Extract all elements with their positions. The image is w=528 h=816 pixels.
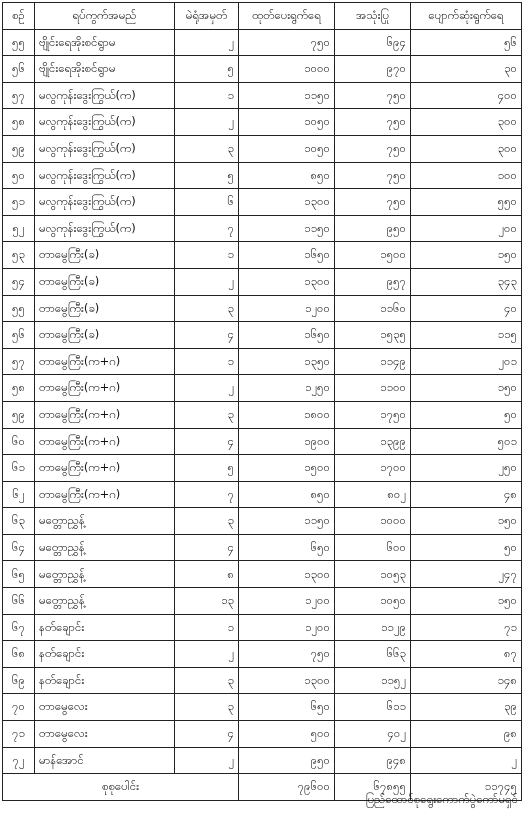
cell-lost: ၂	[411, 747, 522, 774]
cell-booth: ၅	[175, 162, 239, 189]
cell-used: ၉၄၈	[335, 747, 411, 774]
cell-ward: တာမွေကြီး(ခ)	[35, 242, 175, 269]
cell-issued: ၇၅၀	[239, 29, 335, 56]
cell-ward: တာမွေကြီး(က+ဂ)	[35, 375, 175, 402]
cell-used: ၁၁၅၂	[335, 667, 411, 694]
cell-lost: ၂၅၀	[411, 455, 522, 482]
total-lost: ၁၁၇၄၅	[411, 774, 522, 801]
table-row	[3, 215, 522, 242]
footer-source: ပြည်ထောင်စုရွေးကောက်ပွဲကော်မရှင်	[365, 792, 518, 806]
cell-serial: ၅၉	[3, 135, 35, 162]
cell-lost: ၁၅၀	[411, 242, 522, 269]
cell-ward: တာမွေကြီး(က+ဂ)	[35, 401, 175, 428]
cell-used: ၁၇၀၀	[335, 455, 411, 482]
cell-issued: ၁၀၀၀	[239, 56, 335, 83]
cell-issued: ၁၃၅၀	[239, 348, 335, 375]
cell-booth: ၄	[175, 322, 239, 349]
cell-serial: ၅၄	[3, 268, 35, 295]
table-row	[3, 322, 522, 349]
cell-used: ၁၅၀၀	[335, 242, 411, 269]
cell-serial: ၅၁	[3, 189, 35, 216]
cell-booth: ၃	[175, 401, 239, 428]
table-row	[3, 747, 522, 774]
cell-lost: ၄၀	[411, 295, 522, 322]
cell-serial: ၅၅	[3, 29, 35, 56]
cell-used: ၁၁၄၉	[335, 348, 411, 375]
cell-lost: ၁၅၀	[411, 375, 522, 402]
cell-lost: ၄၈	[411, 481, 522, 508]
cell-ward: တာမွေကြီး(ခ)	[35, 268, 175, 295]
cell-used: ၁၃၉၉	[335, 428, 411, 455]
cell-booth: ၁၃	[175, 588, 239, 615]
cell-serial: ၆၄	[3, 534, 35, 561]
cell-used: ၄၀၂	[335, 721, 411, 748]
cell-issued: ၁၆၅၀	[239, 322, 335, 349]
table-row	[3, 29, 522, 56]
cell-booth: ၃	[175, 295, 239, 322]
cell-serial: ၇၀	[3, 694, 35, 721]
total-issued: ၇၉၆၀၀	[239, 774, 335, 801]
col-header-ward: ရပ်ကွက်အမည်	[35, 3, 175, 30]
cell-ward: မာန်အောင်	[35, 747, 175, 774]
cell-serial: ၆၃	[3, 508, 35, 535]
table-row	[3, 667, 522, 694]
table-row	[3, 56, 522, 83]
table-row	[3, 428, 522, 455]
cell-serial: ၅၈	[3, 109, 35, 136]
cell-ward: မတ္တောညွှန့်	[35, 588, 175, 615]
cell-issued: ၁၆၅၀	[239, 242, 335, 269]
table-row	[3, 534, 522, 561]
cell-serial: ၅၈	[3, 375, 35, 402]
cell-issued: ၁၁၅၀	[239, 508, 335, 535]
cell-used: ၇၅၀	[335, 109, 411, 136]
cell-booth: ၂	[175, 268, 239, 295]
cell-serial: ၇၂	[3, 747, 35, 774]
cell-serial: ၆၉	[3, 667, 35, 694]
total-label: စုစုပေါင်း	[3, 774, 239, 801]
col-header-used: အသုံးပြု	[335, 3, 411, 30]
col-header-booth: မဲရုံအမှတ်	[175, 3, 239, 30]
table-row	[3, 348, 522, 375]
cell-used: ၇၅၀	[335, 135, 411, 162]
cell-ward: မလွကုန်းဒွေးကြွယ်(က)	[35, 162, 175, 189]
col-header-issued: ထုတ်ပေးရွက်ရေ	[239, 3, 335, 30]
cell-serial: ၆၆	[3, 588, 35, 615]
table-row	[3, 189, 522, 216]
cell-ward: ဗျိုင်းရေအိုးစင်ရွာမ	[35, 56, 175, 83]
cell-used: ၆၉၄	[335, 29, 411, 56]
cell-ward: မတ္တောညွှန့်	[35, 508, 175, 535]
table-row	[3, 508, 522, 535]
cell-serial: ၆၀	[3, 428, 35, 455]
cell-lost: ၅၅၀	[411, 189, 522, 216]
cell-issued: ၆၅၀	[239, 534, 335, 561]
cell-serial: ၆၁	[3, 455, 35, 482]
cell-lost: ၂၀၁	[411, 348, 522, 375]
cell-serial: ၆၇	[3, 614, 35, 641]
cell-lost: ၁၅၀	[411, 588, 522, 615]
col-header-serial: စဉ်	[3, 3, 35, 30]
cell-lost: ၁၅၀	[411, 508, 522, 535]
cell-used: ၁၁၆၀	[335, 295, 411, 322]
cell-lost: ၈၇	[411, 641, 522, 668]
table-row	[3, 295, 522, 322]
cell-booth: ၁	[175, 348, 239, 375]
cell-ward: တာမွေကြီး(က+ဂ)	[35, 481, 175, 508]
table-row	[3, 375, 522, 402]
cell-ward: တာမွေလေး	[35, 694, 175, 721]
cell-serial: ၅၆	[3, 322, 35, 349]
cell-lost: ၃၀၀	[411, 109, 522, 136]
table-row	[3, 109, 522, 136]
cell-used: ၁၅၃၅	[335, 322, 411, 349]
cell-ward: တာမွေကြီး(က+ဂ)	[35, 348, 175, 375]
cell-booth: ၂	[175, 29, 239, 56]
table-row	[3, 721, 522, 748]
cell-serial: ၅၇	[3, 82, 35, 109]
cell-booth: ၃	[175, 667, 239, 694]
cell-issued: ၁၃၀၀	[239, 667, 335, 694]
cell-booth: ၅	[175, 455, 239, 482]
cell-lost: ၅၀	[411, 534, 522, 561]
cell-serial: ၆၅	[3, 561, 35, 588]
cell-serial: ၅၇	[3, 348, 35, 375]
cell-issued: ၁၃၀၀	[239, 561, 335, 588]
cell-booth: ၇	[175, 215, 239, 242]
table-row	[3, 614, 522, 641]
cell-booth: ၆	[175, 189, 239, 216]
cell-ward: မတ္တောညွှန့်	[35, 561, 175, 588]
cell-ward: မလွကုန်းဒွေးကြွယ်(က)	[35, 109, 175, 136]
cell-serial: ၅၀	[3, 162, 35, 189]
cell-lost: ၂၀၀	[411, 215, 522, 242]
cell-booth: ၂	[175, 109, 239, 136]
cell-ward: တာမွေကြီး(ခ)	[35, 322, 175, 349]
table-row	[3, 82, 522, 109]
cell-serial: ၆၂	[3, 481, 35, 508]
cell-lost: ၇၁	[411, 614, 522, 641]
col-header-lost: ပျောက်ဆုံးရွက်ရေ	[411, 3, 522, 30]
cell-ward: မလွကုန်းဒွေးကြွယ်(က)	[35, 135, 175, 162]
cell-issued: ၈၅၀	[239, 481, 335, 508]
table-row	[3, 561, 522, 588]
cell-issued: ၇၅၀	[239, 641, 335, 668]
cell-serial: ၅၉	[3, 401, 35, 428]
cell-lost: ၃၀	[411, 56, 522, 83]
cell-used: ၁၀၅၃	[335, 561, 411, 588]
header-row	[3, 3, 522, 30]
cell-used: ၉၅၀	[335, 215, 411, 242]
cell-booth: ၂	[175, 641, 239, 668]
cell-used: ၆၁၁	[335, 694, 411, 721]
cell-booth: ၂	[175, 747, 239, 774]
cell-used: ၇၅၀	[335, 189, 411, 216]
cell-serial: ၅၃	[3, 242, 35, 269]
cell-booth: ၁	[175, 82, 239, 109]
cell-ward: နတ်ချောင်း	[35, 641, 175, 668]
cell-booth: ၁	[175, 614, 239, 641]
cell-booth: ၄	[175, 534, 239, 561]
cell-used: ၁၀၅၀	[335, 588, 411, 615]
cell-booth: ၄	[175, 428, 239, 455]
cell-issued: ၁၂၀၀	[239, 588, 335, 615]
cell-booth: ၂	[175, 375, 239, 402]
table-row	[3, 694, 522, 721]
cell-issued: ၁၁၅၀	[239, 82, 335, 109]
cell-issued: ၆၅၀	[239, 694, 335, 721]
cell-ward: မလွကုန်းဒွေးကြွယ်(က)	[35, 82, 175, 109]
table-row	[3, 401, 522, 428]
cell-used: ၆၀၀	[335, 534, 411, 561]
cell-serial: ၅၅	[3, 295, 35, 322]
cell-lost: ၅၀	[411, 401, 522, 428]
cell-issued: ၁၁၅၀	[239, 215, 335, 242]
cell-issued: ၁၂၅၀	[239, 375, 335, 402]
cell-used: ၉၅၇	[335, 268, 411, 295]
cell-used: ၆၆၃	[335, 641, 411, 668]
cell-lost: ၁၀၀	[411, 162, 522, 189]
cell-issued: ၁၅၀၀	[239, 455, 335, 482]
cell-lost: ၁၄၈	[411, 667, 522, 694]
cell-ward: တာမွေကြီး(က+ဂ)	[35, 455, 175, 482]
table-row	[3, 481, 522, 508]
cell-ward: တာမွေကြီး(က+ဂ)	[35, 428, 175, 455]
cell-lost: ၅၀၁	[411, 428, 522, 455]
table-row	[3, 268, 522, 295]
cell-lost: ၄၀၀	[411, 82, 522, 109]
table-row	[3, 135, 522, 162]
cell-issued: ၅၀၀	[239, 721, 335, 748]
cell-serial: ၅၂	[3, 215, 35, 242]
cell-ward: နတ်ချောင်း	[35, 614, 175, 641]
table-row	[3, 162, 522, 189]
cell-used: ၁၁၀၀	[335, 375, 411, 402]
total-used: ၆၇၈၅၅	[335, 774, 411, 801]
cell-issued: ၁၃၀၀	[239, 268, 335, 295]
cell-lost: ၃၀၀	[411, 135, 522, 162]
table-row	[3, 455, 522, 482]
cell-used: ၈၀၂	[335, 481, 411, 508]
cell-ward: နတ်ချောင်း	[35, 667, 175, 694]
cell-used: ၇၅၀	[335, 162, 411, 189]
cell-used: ၁၁၂၉	[335, 614, 411, 641]
cell-issued: ၁၂၀၀	[239, 295, 335, 322]
cell-ward: တာမွေလေး	[35, 721, 175, 748]
cell-used: ၉၇၀	[335, 56, 411, 83]
cell-issued: ၁၂၀၀	[239, 614, 335, 641]
cell-lost: ၃၉	[411, 694, 522, 721]
cell-used: ၁၀၀၀	[335, 508, 411, 535]
cell-booth: ၃	[175, 694, 239, 721]
cell-booth: ၅	[175, 56, 239, 83]
cell-serial: ၅၆	[3, 56, 35, 83]
cell-booth: ၃	[175, 135, 239, 162]
cell-booth: ၁	[175, 242, 239, 269]
table-row	[3, 641, 522, 668]
cell-issued: ၁၀၅၀	[239, 135, 335, 162]
cell-booth: ၃	[175, 508, 239, 535]
cell-lost: ၃၄၃	[411, 268, 522, 295]
cell-booth: ၇	[175, 481, 239, 508]
table-row	[3, 242, 522, 269]
cell-issued: ၈၅၀	[239, 162, 335, 189]
cell-lost: ၉၈	[411, 721, 522, 748]
cell-ward: မတ္တောညွှန့်	[35, 534, 175, 561]
table-row	[3, 588, 522, 615]
cell-issued: ၁၀၅၀	[239, 109, 335, 136]
cell-used: ၁၇၅၀	[335, 401, 411, 428]
cell-ward: တာမွေကြီး(ခ)	[35, 295, 175, 322]
cell-used: ၇၅၀	[335, 82, 411, 109]
ballot-table	[2, 2, 522, 801]
cell-issued: ၉၅၀	[239, 747, 335, 774]
cell-booth: ၈	[175, 561, 239, 588]
cell-issued: ၁၉၀၀	[239, 428, 335, 455]
cell-serial: ၇၁	[3, 721, 35, 748]
cell-ward: ဗျိုင်းရေအိုးစင်ရွာမ	[35, 29, 175, 56]
cell-lost: ၁၁၅	[411, 322, 522, 349]
cell-lost: ၂၄၇	[411, 561, 522, 588]
cell-ward: မလွကုန်းဒွေးကြွယ်(က)	[35, 215, 175, 242]
cell-ward: မလွကုန်းဒွေးကြွယ်(က)	[35, 189, 175, 216]
cell-issued: ၁၈၀၀	[239, 401, 335, 428]
cell-serial: ၆၈	[3, 641, 35, 668]
cell-issued: ၁၃၀၀	[239, 189, 335, 216]
cell-lost: ၅၆	[411, 29, 522, 56]
cell-booth: ၄	[175, 721, 239, 748]
